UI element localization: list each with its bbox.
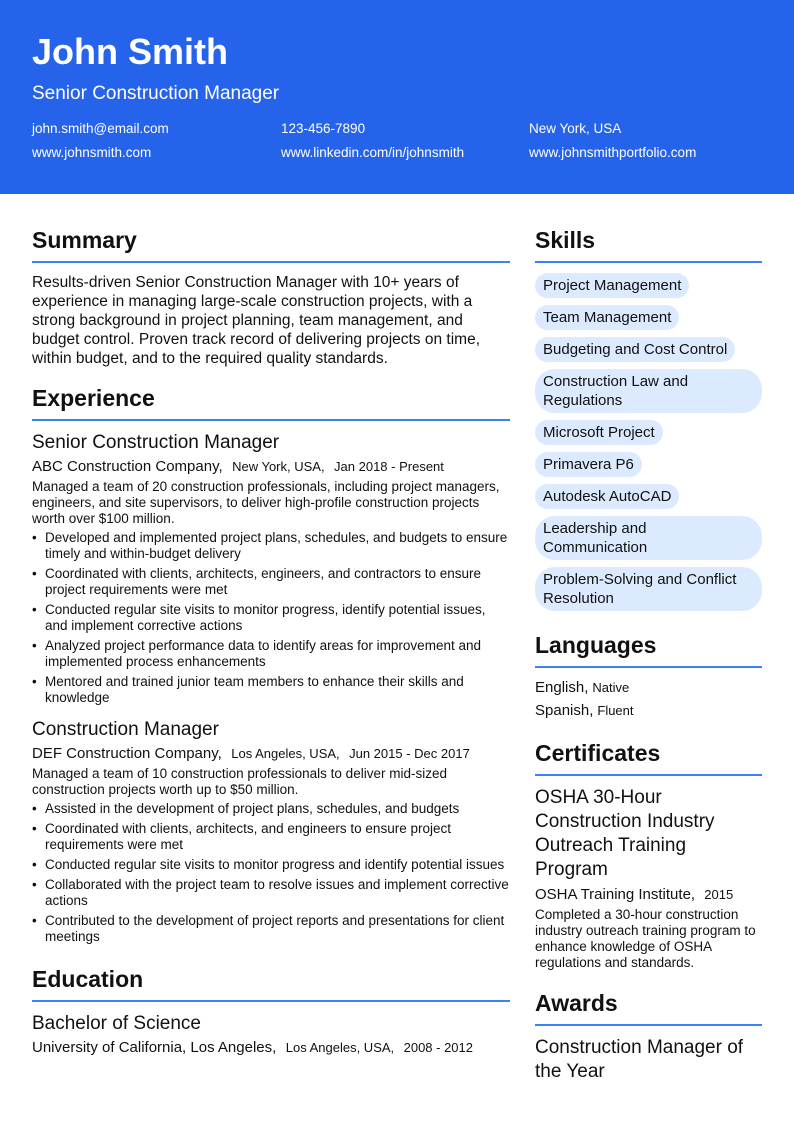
- degree-title: Bachelor of Science: [32, 1013, 201, 1034]
- certificates-section: [535, 739, 762, 971]
- job-title: Senior Construction Manager: [32, 432, 280, 453]
- bullet-item: • Developed and implemented project plans, schedules, and budgets to ensure timely and within-budget delivery: [32, 530, 510, 562]
- candidate-name: John Smith: [32, 31, 228, 72]
- languages-heading: Languages: [535, 631, 762, 668]
- skills-section: [535, 226, 762, 611]
- skill-tag: Budgeting and Cost Control: [535, 337, 735, 362]
- language-level: Fluent: [597, 703, 634, 718]
- main-column: [32, 226, 510, 1058]
- portfolio-link[interactable]: www.johnsmithportfolio.com: [529, 145, 697, 160]
- bullet-item: • Conducted regular site visits to monitor progress and identify potential issues: [32, 857, 510, 873]
- bullet-item: • Mentored and trained junior team members to enhance their skills and knowledge: [32, 674, 510, 706]
- skill-tag: Leadership and Communication: [535, 516, 762, 560]
- awards-section: [535, 989, 762, 1084]
- phone-number: 123-456-7890: [281, 121, 366, 136]
- job-entry: [32, 718, 510, 945]
- school-location: Los Angeles, USA,: [285, 1040, 395, 1055]
- company-name: DEF Construction Company,: [32, 745, 222, 762]
- certificate-description: Completed a 30-hour construction industry outreach training program to enhance knowledge of OSHA regulations and standards.: [535, 907, 756, 970]
- job-location: Los Angeles, USA,: [231, 746, 340, 761]
- job-entry: [32, 431, 510, 706]
- certificate-year: 2015: [704, 887, 734, 902]
- languages-section: [535, 631, 762, 721]
- award-title: Construction Manager of the Year: [535, 1037, 744, 1082]
- bullet-item: • Collaborated with the project team to resolve issues and implement corrective actions: [32, 877, 510, 909]
- experience-heading: Experience: [32, 384, 510, 421]
- skill-tag: Primavera P6: [535, 452, 642, 477]
- company-name: ABC Construction Company,: [32, 458, 223, 475]
- job-description: Managed a team of 20 construction professionals, including project managers, engineers, and site supervisors, to deliver high-profile construction projects worth over $100 million.: [32, 479, 500, 526]
- job-title: Construction Manager: [32, 719, 219, 740]
- skill-tag: Construction Law and Regulations: [535, 369, 762, 413]
- job-meta: [32, 457, 510, 477]
- job-dates: Jan 2018 - Present: [334, 459, 444, 474]
- side-column: [535, 226, 762, 1084]
- job-bullets: [32, 530, 510, 706]
- job-meta: [32, 744, 510, 764]
- education-section: [32, 965, 510, 1058]
- awards-heading: Awards: [535, 989, 762, 1026]
- summary-heading: Summary: [32, 226, 510, 263]
- language-level: Native: [592, 680, 630, 695]
- job-description: Managed a team of 10 construction professionals to deliver mid-sized construction projects worth up to $50 million.: [32, 766, 447, 797]
- skill-tag: Microsoft Project: [535, 420, 663, 445]
- bullet-item: • Assisted in the development of project plans, schedules, and budgets: [32, 801, 510, 817]
- education-meta: [32, 1038, 510, 1058]
- skills-heading: Skills: [535, 226, 762, 263]
- skill-tag: Problem-Solving and Conflict Resolution: [535, 567, 762, 611]
- certificates-heading: Certificates: [535, 739, 762, 776]
- resume-header: [0, 0, 794, 194]
- language-name: Spanish,: [535, 702, 594, 719]
- website-link[interactable]: www.johnsmith.com: [32, 145, 152, 160]
- location-text: New York, USA: [529, 121, 622, 136]
- education-heading: Education: [32, 965, 510, 1002]
- candidate-title: Senior Construction Manager: [32, 83, 280, 104]
- summary-text: Results-driven Senior Construction Manager with 10+ years of experience in managing large-scale construction projects, with a strong background in project planning, team management, and budget control. Proven track record of delivering projects on time, within budget, and to the required quality standards.: [32, 274, 481, 367]
- job-bullets: [32, 801, 510, 945]
- certificate-issuer: OSHA Training Institute,: [535, 886, 696, 903]
- job-dates: Jun 2015 - Dec 2017: [349, 746, 470, 761]
- certificate-title: OSHA 30-Hour Construction Industry Outreach Training Program: [535, 787, 715, 880]
- job-location: New York, USA,: [232, 459, 325, 474]
- bullet-item: • Conducted regular site visits to monitor progress, identify potential issues, and implement corrective actions: [32, 602, 510, 634]
- school-name: University of California, Los Angeles,: [32, 1039, 277, 1056]
- language-item: [535, 701, 762, 721]
- email-link[interactable]: john.smith@email.com: [32, 121, 169, 136]
- linkedin-link[interactable]: www.linkedin.com/in/johnsmith: [281, 145, 465, 160]
- bullet-item: • Analyzed project performance data to identify areas for improvement and implemented process enhancements: [32, 638, 510, 670]
- language-item: [535, 678, 762, 698]
- language-name: English,: [535, 679, 589, 696]
- experience-section: [32, 384, 510, 945]
- bullet-item: • Coordinated with clients, architects, engineers, and contractors to ensure project requirements were met: [32, 566, 510, 598]
- bullet-item: • Contributed to the development of project reports and presentations for client meetings: [32, 913, 510, 945]
- skill-tag: Project Management: [535, 273, 689, 298]
- contact-info: [32, 121, 762, 169]
- skill-tag: Autodesk AutoCAD: [535, 484, 679, 509]
- certificate-meta: [535, 885, 762, 905]
- bullet-item: • Coordinated with clients, architects, and engineers to ensure project requirements were met: [32, 821, 510, 853]
- summary-section: [32, 226, 510, 368]
- education-dates: 2008 - 2012: [403, 1040, 474, 1055]
- skill-tag: Team Management: [535, 305, 679, 330]
